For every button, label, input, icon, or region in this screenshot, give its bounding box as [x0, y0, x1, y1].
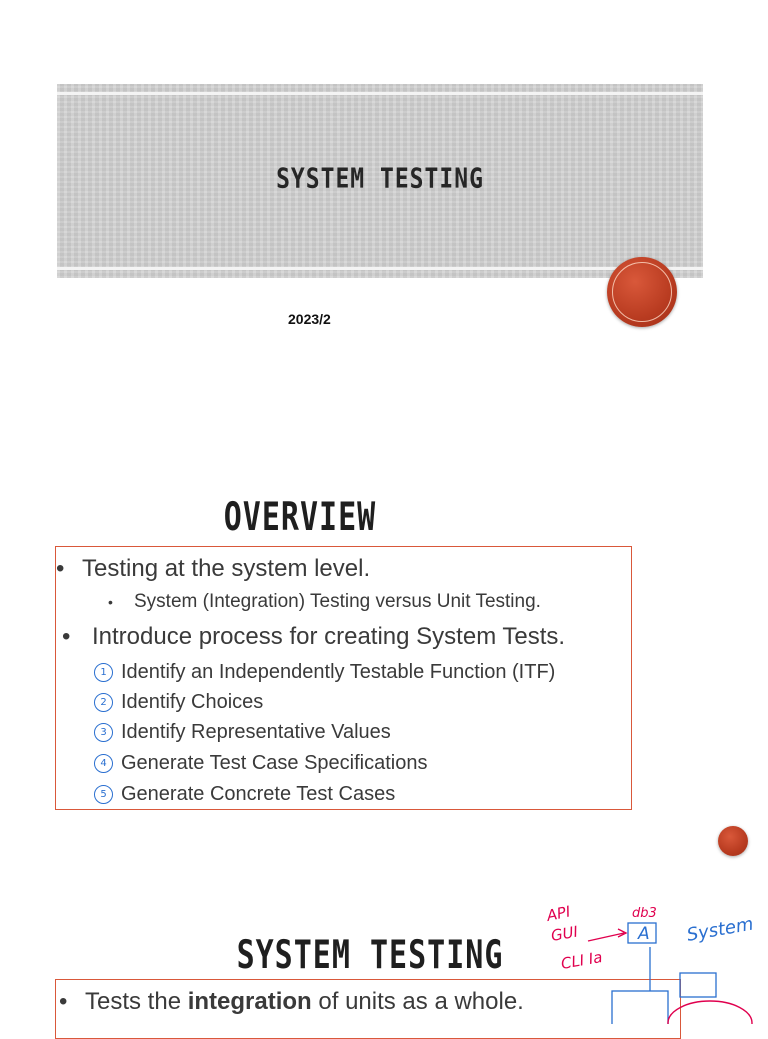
- bullet-item: [56, 555, 370, 583]
- step-item: [94, 752, 427, 775]
- step-text: Identify an Independently Testable Function (ITF): [121, 661, 556, 683]
- step-text: Identify Representative Values: [121, 721, 391, 743]
- step-text: Generate Concrete Test Cases: [121, 783, 396, 805]
- decorative-circle: [607, 257, 677, 327]
- step-item: [94, 783, 395, 806]
- slide-subtitle: 2023/2: [288, 311, 331, 327]
- bullet-text-suffix: of units as a whole.: [311, 988, 524, 1015]
- step-number-badge: 4: [94, 754, 113, 773]
- bullet-icon: •: [108, 594, 113, 610]
- annotation-box-label: A: [638, 924, 650, 944]
- overview-content-box: [55, 546, 632, 810]
- step-text: Identify Choices: [121, 691, 264, 713]
- step-number-badge: 5: [94, 785, 113, 804]
- annotation-api-label: API: [545, 902, 573, 925]
- overview-heading: OVERVIEW: [223, 494, 377, 541]
- step-item: [94, 721, 391, 744]
- title-banner: [57, 84, 703, 278]
- bullet-text: Introduce process for creating System Tests.: [92, 623, 566, 650]
- step-item: [94, 691, 263, 714]
- bullet-icon: •: [59, 988, 68, 1015]
- system-testing-heading: SYSTEM TESTING: [236, 932, 504, 979]
- bullet-text-prefix: Tests the: [85, 988, 188, 1015]
- step-number-badge: 2: [94, 693, 113, 712]
- annotation-gui-label: GUI: [549, 922, 580, 945]
- annotation-cli-label: CLI Ia: [559, 947, 604, 973]
- handwritten-annotation: [540, 895, 768, 1024]
- bullet-item: [108, 591, 541, 613]
- bullet-text: System (Integration) Testing versus Unit Testing.: [134, 591, 541, 612]
- annotation-system-label: System: [685, 913, 755, 946]
- bullet-icon: •: [62, 623, 71, 650]
- bullet-icon: •: [56, 555, 65, 582]
- bullet-text-bold: integration: [187, 988, 312, 1015]
- step-number-badge: 3: [94, 723, 113, 742]
- bullet-item: [59, 988, 524, 1016]
- step-text: Generate Test Case Specifications: [121, 752, 428, 774]
- slide-title: SYSTEM TESTING: [276, 163, 484, 195]
- decorative-circle: [718, 826, 748, 856]
- annotation-db-label: db3: [632, 906, 657, 921]
- step-item: [94, 661, 555, 684]
- bullet-item: [62, 623, 565, 651]
- step-number-badge: 1: [94, 663, 113, 682]
- bullet-text: Testing at the system level.: [82, 555, 371, 582]
